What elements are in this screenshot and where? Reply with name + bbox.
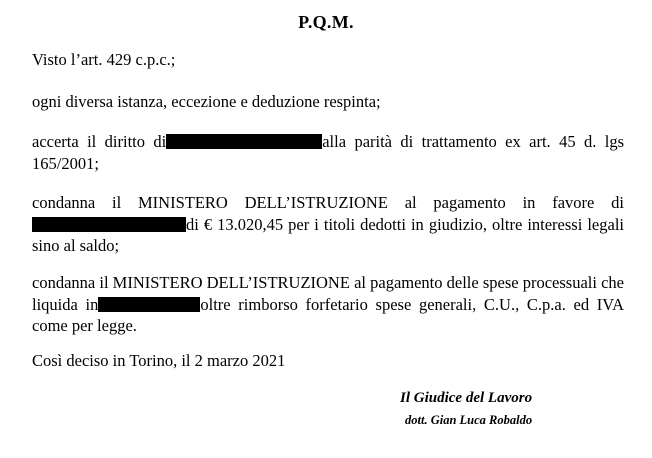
redaction-bar	[98, 297, 200, 312]
paragraph-respinta-text: ogni diversa istanza, eccezione e deduzione respinta;	[32, 92, 381, 111]
paragraph-deciso-text: Così deciso in Torino, il 2 marzo 2021	[32, 351, 286, 370]
paragraph-accerta	[32, 131, 624, 174]
document-heading: P.Q.M.	[298, 12, 354, 32]
paragraph-condanna-pagamento	[32, 192, 624, 257]
paragraph-respinta	[32, 91, 624, 113]
paragraph-condanna-spese	[32, 272, 624, 337]
paragraph-accerta-start: accerta il diritto di	[32, 132, 167, 151]
paragraph-accerta-end: alla parità di trattamento ex art. 45 d. lgs 165/2001;	[32, 132, 625, 173]
paragraph-condanna-pagamento-end: di € 13.020,45 per i titoli dedotti in giudizio, oltre interessi legali sino al saldo;	[32, 214, 624, 255]
redaction-bar	[32, 217, 186, 232]
signature-title: Il Giudice del Lavoro	[400, 390, 533, 406]
paragraph-condanna-pagamento-start: condanna il MINISTERO DELL’ISTRUZIONE al pagamento in favore di	[32, 193, 624, 212]
paragraph-visto	[32, 49, 624, 71]
paragraph-deciso	[32, 350, 624, 372]
paragraph-visto-text: Visto l’art. 429 c.p.c.;	[32, 50, 176, 69]
paragraph-condanna-spese-start: condanna il MINISTERO DELL’ISTRUZIONE al pagamento delle spese processuali che liquida in	[32, 273, 624, 314]
redaction-bar	[166, 134, 322, 149]
paragraph-condanna-spese-end: oltre rimborso forfetario spese generali, C.U., C.p.a. ed IVA come per legge.	[32, 294, 624, 335]
signature-name: dott. Gian Luca Robaldo	[405, 413, 533, 427]
